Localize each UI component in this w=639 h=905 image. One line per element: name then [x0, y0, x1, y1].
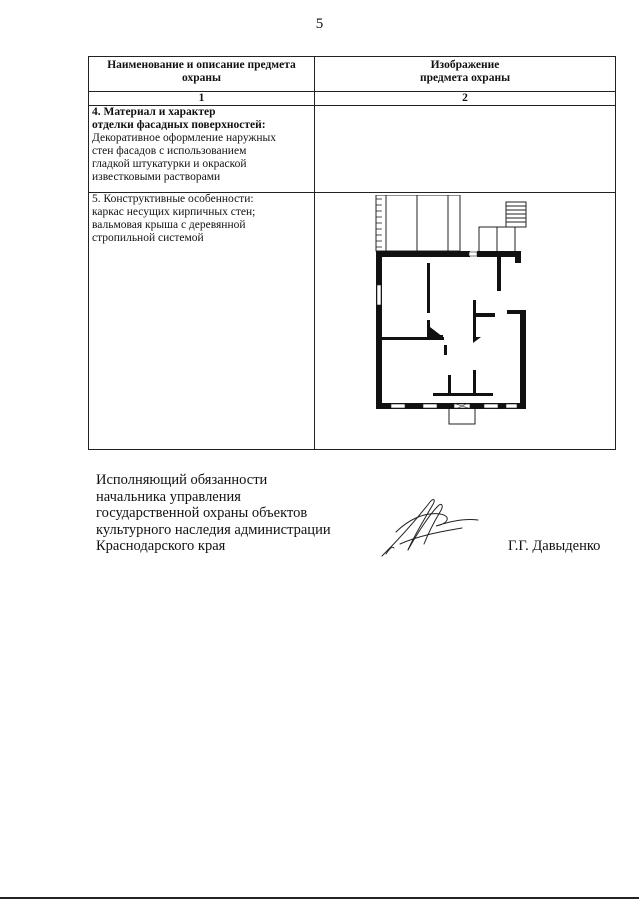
table-header-row	[89, 57, 616, 92]
row-image-floor-plan	[315, 193, 616, 450]
column-number-row	[89, 92, 616, 106]
page-number: 5	[315, 16, 324, 32]
row-description	[89, 193, 315, 450]
section-4-title: 4. Материал и характер отделки фасадных поверхностей:	[92, 106, 266, 131]
column-number-2: 2	[315, 92, 616, 106]
header-image-label: Изображение предмета охраны	[419, 59, 511, 84]
signer-name: Г.Г. Давыденко	[508, 538, 601, 554]
handwritten-signature	[378, 492, 488, 562]
column-number-1: 1	[89, 92, 315, 106]
row-image-empty	[315, 106, 616, 193]
floor-plan-drawing	[373, 195, 543, 431]
table-row	[89, 193, 616, 450]
section-5-text: 5. Конструктивные особенности: каркас несущих кирпичных стен; вальмовая крыша с деревянной стропильной системой	[92, 193, 256, 244]
row-description	[89, 106, 315, 193]
page-bottom-rule	[0, 897, 639, 899]
protection-subject-table	[88, 56, 616, 450]
signer-position: Исполняющий обязанности начальника управления государственной охраны объектов культурного наследия администрации Краснодарского края	[96, 472, 331, 554]
header-image	[315, 57, 616, 92]
section-4-text: Декоративное оформление наружных стен фасадов с использованием гладкой штукатурки и окраской известковыми растворами	[92, 132, 276, 183]
table-row	[89, 106, 616, 193]
header-description: Наименование и описание предмета охраны	[89, 57, 315, 92]
